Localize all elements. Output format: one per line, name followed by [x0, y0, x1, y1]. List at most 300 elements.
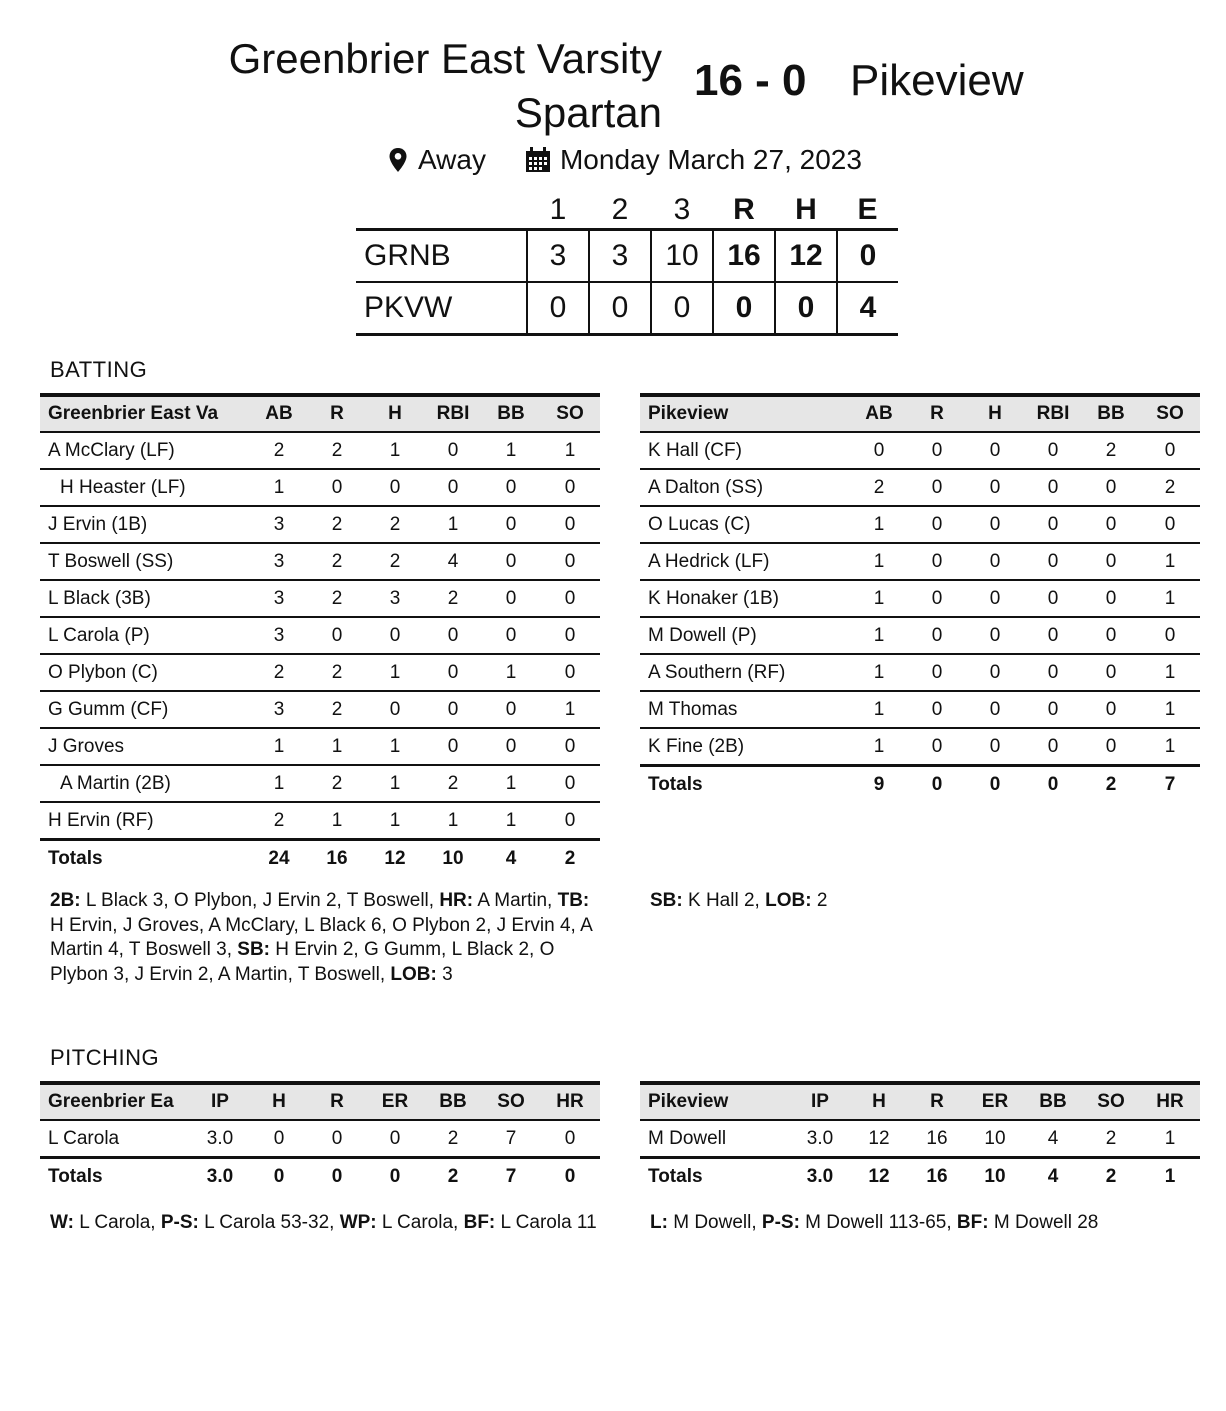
stat-cell: 0 [850, 432, 908, 469]
stat-column-header: BB [482, 395, 540, 432]
stat-cell: 12 [868, 1165, 890, 1187]
stat-cell: 0 [424, 617, 482, 654]
stat-cell: 0 [1082, 617, 1140, 654]
stat-column-header: AB [850, 395, 908, 432]
stat-cell: 0 [1047, 773, 1059, 795]
note-label: HR: [439, 890, 474, 911]
stat-cell: 0 [1082, 543, 1140, 580]
totals-label: Totals [48, 1165, 103, 1187]
note-label: SB: [650, 890, 683, 911]
stat-cell: 2 [308, 654, 366, 691]
stat-cell: 0 [966, 543, 1024, 580]
stat-column-header: SO [540, 395, 600, 432]
stat-cell: 1 [850, 654, 908, 691]
stat-cell: 0 [308, 1120, 366, 1158]
game-date: Monday March 27, 2023 [559, 144, 862, 175]
stat-cell: 1 [250, 728, 308, 765]
stat-cell: 3 [250, 580, 308, 617]
stat-cell: 1 [850, 691, 908, 728]
away-batting-table [640, 393, 1200, 802]
stat-cell: 7 [505, 1165, 517, 1187]
stat-column-header: HR [1140, 1083, 1200, 1120]
linescore-cell: 3 [527, 230, 589, 283]
stat-cell: 12 [850, 1120, 908, 1158]
stat-cell: 1 [1140, 728, 1200, 766]
stat-cell: 0 [1082, 580, 1140, 617]
stat-cell: 0 [482, 580, 540, 617]
stat-cell: 0 [1140, 617, 1200, 654]
home-batting-table [40, 393, 600, 876]
player-row [640, 543, 1200, 580]
stat-cell: 0 [424, 469, 482, 506]
stat-cell: 2 [424, 1120, 482, 1158]
stat-cell: 0 [366, 469, 424, 506]
player-name: K Fine (2B) [640, 728, 850, 766]
player-row [40, 802, 600, 840]
stat-column-header: SO [1082, 1083, 1140, 1120]
stat-cell: 2 [250, 432, 308, 469]
stat-cell: 0 [540, 506, 600, 543]
player-name: G Gumm (CF) [40, 691, 250, 728]
stat-cell: 0 [908, 617, 966, 654]
linescore-cell: 4 [837, 282, 898, 335]
stat-column-header: BB [1024, 1083, 1082, 1120]
stat-column-header: R [908, 1083, 966, 1120]
note-text: H Ervin, J Groves, A McClary, L Black 6, O Plybon 2, J Ervin 4, A Martin 4, T Boswell 3, [50, 914, 592, 960]
stat-cell: 0 [482, 691, 540, 728]
note-label: BF: [463, 1212, 496, 1233]
player-row [40, 543, 600, 580]
stat-column-header: RBI [424, 395, 482, 432]
stat-column-header: R [308, 395, 366, 432]
player-row [40, 617, 600, 654]
stat-cell: 0 [424, 728, 482, 765]
stat-cell: 0 [250, 1120, 308, 1158]
map-pin-icon [388, 147, 408, 173]
stat-cell: 2 [424, 765, 482, 802]
stat-cell: 0 [1082, 654, 1140, 691]
stat-cell: 7 [482, 1120, 540, 1158]
stat-cell: 0 [482, 617, 540, 654]
stat-cell: 24 [268, 847, 290, 869]
stat-cell: 0 [966, 506, 1024, 543]
stat-cell: 0 [540, 580, 600, 617]
linescore-cell: 16 [713, 230, 775, 283]
stat-cell: 12 [384, 847, 406, 869]
linescore-team: PKVW [356, 282, 527, 335]
stat-cell: 4 [505, 847, 517, 869]
stat-cell: 10 [966, 1120, 1024, 1158]
stat-cell: 0 [1024, 728, 1082, 766]
stat-cell: 3.0 [806, 1165, 834, 1187]
stat-cell: 0 [424, 432, 482, 469]
batting-section-title: BATTING [50, 357, 148, 382]
stat-cell: 0 [1024, 654, 1082, 691]
home-pitching-table [40, 1081, 600, 1194]
pitching-section-title: PITCHING [50, 1045, 160, 1070]
note-text: L Carola 53-32, [198, 1212, 340, 1233]
stat-cell: 0 [1082, 469, 1140, 506]
linescore-cell: 10 [651, 230, 713, 283]
stat-cell: 0 [908, 543, 966, 580]
stat-cell: 1 [850, 543, 908, 580]
stat-cell: 1 [366, 432, 424, 469]
location: Away [418, 144, 486, 175]
stat-column-header: R [308, 1083, 366, 1120]
home-batting-notes [50, 889, 600, 987]
team-column-header: Pikeview [640, 1083, 790, 1120]
stat-cell: 16 [908, 1120, 966, 1158]
stat-cell: 7 [1164, 773, 1176, 795]
player-name: L Carola [40, 1120, 190, 1158]
calendar-icon [524, 146, 552, 174]
stat-cell: 10 [984, 1165, 1006, 1187]
stat-cell: 0 [540, 802, 600, 840]
stat-cell: 2 [1105, 773, 1117, 795]
note-label: W: [50, 1212, 74, 1233]
stat-cell: 0 [966, 654, 1024, 691]
game-meta [388, 144, 862, 176]
stat-cell: 0 [908, 506, 966, 543]
note-label: SB: [237, 939, 270, 960]
stat-cell: 2 [308, 432, 366, 469]
stat-cell: 0 [366, 1120, 424, 1158]
player-row [40, 691, 600, 728]
stat-cell: 1 [250, 469, 308, 506]
totals-row [40, 840, 600, 877]
stat-cell: 0 [1082, 691, 1140, 728]
player-name: A McClary (LF) [40, 432, 250, 469]
stat-column-header: SO [1140, 395, 1200, 432]
stat-cell: 2 [366, 506, 424, 543]
stat-cell: 1 [1164, 1165, 1176, 1187]
note-text: 2 [811, 890, 828, 911]
away-team-name: Pikeview [850, 56, 1024, 105]
player-row [40, 469, 600, 506]
note-text: L Black 3, O Plybon, J Ervin 2, T Boswell, [80, 890, 440, 911]
stat-column-header: HR [540, 1083, 600, 1120]
stat-cell: 1 [250, 765, 308, 802]
stat-cell: 0 [482, 543, 540, 580]
stat-cell: 1 [850, 580, 908, 617]
stat-cell: 0 [908, 432, 966, 469]
stat-cell: 2 [308, 691, 366, 728]
stat-cell: 0 [366, 691, 424, 728]
note-label: TB: [557, 890, 590, 911]
stat-cell: 1 [366, 654, 424, 691]
player-name: L Carola (P) [40, 617, 250, 654]
stat-cell: 1 [1140, 654, 1200, 691]
stat-cell: 3.0 [206, 1165, 234, 1187]
stat-column-header: RBI [1024, 395, 1082, 432]
stat-cell: 1 [850, 506, 908, 543]
linescore-header: 2 [611, 193, 629, 226]
stat-cell: 2 [1105, 1165, 1117, 1187]
stat-cell: 1 [308, 802, 366, 840]
stat-cell: 1 [1140, 1120, 1200, 1158]
stat-column-header: H [366, 395, 424, 432]
away-batting-notes [650, 889, 1200, 914]
note-label: L: [650, 1212, 668, 1233]
stat-cell: 1 [482, 654, 540, 691]
stat-cell: 1 [850, 617, 908, 654]
stat-cell: 1 [850, 728, 908, 766]
stat-cell: 3.0 [790, 1120, 850, 1158]
stat-cell: 0 [308, 469, 366, 506]
stat-cell: 3 [250, 543, 308, 580]
stat-cell: 9 [873, 773, 885, 795]
stat-cell: 0 [1140, 432, 1200, 469]
linescore-cell: 3 [589, 230, 651, 283]
stat-cell: 0 [966, 691, 1024, 728]
note-text: A Martin, [473, 890, 558, 911]
totals-label: Totals [48, 847, 103, 869]
stat-column-header: IP [190, 1083, 250, 1120]
stat-cell: 1 [424, 802, 482, 840]
stat-cell: 0 [908, 728, 966, 766]
stat-cell: 1 [424, 506, 482, 543]
stat-cell: 2 [308, 543, 366, 580]
player-name: H Ervin (RF) [40, 802, 250, 840]
player-name: J Ervin (1B) [40, 506, 250, 543]
stat-cell: 4 [1024, 1120, 1082, 1158]
stat-cell: 0 [1024, 580, 1082, 617]
stat-cell: 2 [1140, 469, 1200, 506]
player-row [640, 691, 1200, 728]
stat-cell: 1 [366, 802, 424, 840]
stat-cell: 0 [540, 1120, 600, 1158]
stat-cell: 0 [1024, 469, 1082, 506]
stat-column-header: H [250, 1083, 308, 1120]
stat-cell: 2 [308, 506, 366, 543]
stat-cell: 0 [989, 773, 1001, 795]
stat-cell: 1 [482, 765, 540, 802]
stat-cell: 2 [564, 847, 576, 869]
stat-cell: 0 [1024, 432, 1082, 469]
player-row [640, 506, 1200, 543]
stat-cell: 0 [908, 469, 966, 506]
stat-cell: 0 [908, 654, 966, 691]
linescore-header: 3 [673, 193, 691, 226]
player-row [40, 1120, 600, 1158]
stat-cell: 1 [1140, 543, 1200, 580]
player-name: K Honaker (1B) [640, 580, 850, 617]
stat-cell: 0 [366, 617, 424, 654]
stat-column-header: ER [366, 1083, 424, 1120]
linescore-cell: 0 [775, 282, 837, 335]
player-name: L Black (3B) [40, 580, 250, 617]
home-team-line-1: Greenbrier East Varsity [228, 35, 662, 82]
stat-cell: 2 [447, 1165, 459, 1187]
stat-cell: 2 [850, 469, 908, 506]
linescore-table [356, 192, 898, 336]
stat-column-header: SO [482, 1083, 540, 1120]
linescore-header: H [795, 193, 817, 226]
stat-cell: 2 [424, 580, 482, 617]
linescore-cell: 0 [527, 282, 589, 335]
player-name: T Boswell (SS) [40, 543, 250, 580]
stat-cell: 1 [482, 432, 540, 469]
stat-cell: 0 [1082, 506, 1140, 543]
player-name: A Hedrick (LF) [640, 543, 850, 580]
stat-column-header: R [908, 395, 966, 432]
team-column-header: Greenbrier East Va [40, 395, 250, 432]
stat-column-header: IP [790, 1083, 850, 1120]
player-name: O Plybon (C) [40, 654, 250, 691]
stat-column-header: H [966, 395, 1024, 432]
stat-cell: 0 [908, 580, 966, 617]
stat-cell: 2 [308, 765, 366, 802]
team-column-header: Pikeview [640, 395, 850, 432]
stat-cell: 2 [250, 802, 308, 840]
player-row [640, 580, 1200, 617]
totals-label: Totals [648, 1165, 703, 1187]
stat-cell: 0 [540, 728, 600, 765]
stat-cell: 0 [424, 654, 482, 691]
home-team-line-2: Spartan [514, 89, 662, 136]
final-score: 16 - 0 [694, 56, 807, 105]
stat-cell: 0 [1024, 506, 1082, 543]
stat-cell: 0 [540, 654, 600, 691]
player-name: A Dalton (SS) [640, 469, 850, 506]
away-pitching-notes [650, 1211, 1200, 1236]
player-row [40, 432, 600, 469]
stat-cell: 0 [482, 728, 540, 765]
stat-cell: 0 [540, 617, 600, 654]
stat-cell: 1 [1140, 580, 1200, 617]
player-row [640, 617, 1200, 654]
player-row [40, 580, 600, 617]
stat-cell: 1 [540, 691, 600, 728]
away-pitching-table [640, 1081, 1200, 1194]
stat-cell: 0 [966, 432, 1024, 469]
stat-cell: 0 [540, 543, 600, 580]
linescore-header: 1 [549, 193, 567, 226]
stat-column-header: ER [966, 1083, 1024, 1120]
stat-cell: 0 [331, 1165, 343, 1187]
linescore-team: GRNB [356, 230, 527, 283]
linescore-cell: 0 [589, 282, 651, 335]
player-name: H Heaster (LF) [40, 469, 250, 506]
totals-row [640, 766, 1200, 803]
player-name: M Thomas [640, 691, 850, 728]
linescore-header: E [857, 193, 878, 226]
stat-cell: 1 [366, 728, 424, 765]
note-text: M Dowell, [667, 1212, 762, 1233]
linescore-cell: 0 [713, 282, 775, 335]
stat-cell: 0 [482, 469, 540, 506]
stat-column-header: BB [424, 1083, 482, 1120]
stat-cell: 0 [564, 1165, 576, 1187]
stat-cell: 3 [250, 617, 308, 654]
stat-cell: 0 [908, 691, 966, 728]
stat-cell: 0 [389, 1165, 401, 1187]
player-name: M Dowell [640, 1120, 790, 1158]
stat-cell: 2 [1082, 432, 1140, 469]
stat-cell: 0 [966, 728, 1024, 766]
stat-cell: 0 [308, 617, 366, 654]
linescore-cell: 0 [651, 282, 713, 335]
player-name: K Hall (CF) [640, 432, 850, 469]
note-text: L Carola, [73, 1212, 161, 1233]
player-name: A Martin (2B) [40, 765, 250, 802]
note-label: P-S: [160, 1212, 199, 1233]
stat-cell: 16 [326, 847, 348, 869]
totals-row [640, 1158, 1200, 1195]
totals-row [40, 1158, 600, 1195]
player-name: J Groves [40, 728, 250, 765]
stat-cell: 0 [540, 469, 600, 506]
player-name: O Lucas (C) [640, 506, 850, 543]
linescore-row [356, 282, 898, 335]
stat-cell: 0 [482, 506, 540, 543]
stat-cell: 0 [1024, 617, 1082, 654]
stat-cell: 1 [308, 728, 366, 765]
stat-column-header: BB [1082, 395, 1140, 432]
linescore-cell: 12 [775, 230, 837, 283]
stat-cell: 3.0 [190, 1120, 250, 1158]
stat-cell: 2 [250, 654, 308, 691]
stat-cell: 1 [482, 802, 540, 840]
stat-cell: 1 [366, 765, 424, 802]
stat-cell: 2 [366, 543, 424, 580]
home-pitching-notes [50, 1211, 600, 1236]
note-text: K Hall 2, [682, 890, 766, 911]
note-label: LOB: [765, 890, 812, 911]
stat-column-header: H [850, 1083, 908, 1120]
note-text: 3 [436, 963, 453, 985]
totals-label: Totals [648, 773, 703, 795]
player-row [40, 506, 600, 543]
stat-cell: 0 [966, 580, 1024, 617]
stat-cell: 0 [1140, 506, 1200, 543]
stat-cell: 2 [308, 580, 366, 617]
stat-cell: 0 [1082, 728, 1140, 766]
player-row [640, 1120, 1200, 1158]
linescore-header: R [733, 193, 755, 226]
note-text: H Ervin 2, G Gumm, L Black 2, O Plybon 3, J Ervin 2, A Martin, T Boswell, [50, 939, 555, 985]
stat-cell: 3 [366, 580, 424, 617]
stat-cell: 10 [442, 847, 464, 869]
player-name: A Southern (RF) [640, 654, 850, 691]
linescore-row [356, 230, 898, 283]
stat-cell: 0 [273, 1165, 285, 1187]
player-name: M Dowell (P) [640, 617, 850, 654]
stat-cell: 0 [540, 765, 600, 802]
note-label: WP: [339, 1212, 377, 1233]
note-label: P-S: [761, 1212, 800, 1233]
stat-cell: 0 [1024, 691, 1082, 728]
stat-cell: 1 [540, 432, 600, 469]
player-row [40, 728, 600, 765]
home-team-name [142, 32, 662, 140]
player-row [640, 654, 1200, 691]
note-label: BF: [956, 1212, 989, 1233]
player-row [640, 469, 1200, 506]
player-row [40, 765, 600, 802]
player-row [40, 654, 600, 691]
stat-cell: 0 [966, 617, 1024, 654]
stat-cell: 3 [250, 506, 308, 543]
note-text: M Dowell 28 [988, 1212, 1099, 1233]
note-text: L Carola 11 [495, 1212, 597, 1233]
stat-cell: 4 [1047, 1165, 1059, 1187]
stat-column-header: AB [250, 395, 308, 432]
player-row [640, 728, 1200, 766]
stat-cell: 16 [926, 1165, 948, 1187]
player-row [640, 432, 1200, 469]
stat-cell: 3 [250, 691, 308, 728]
